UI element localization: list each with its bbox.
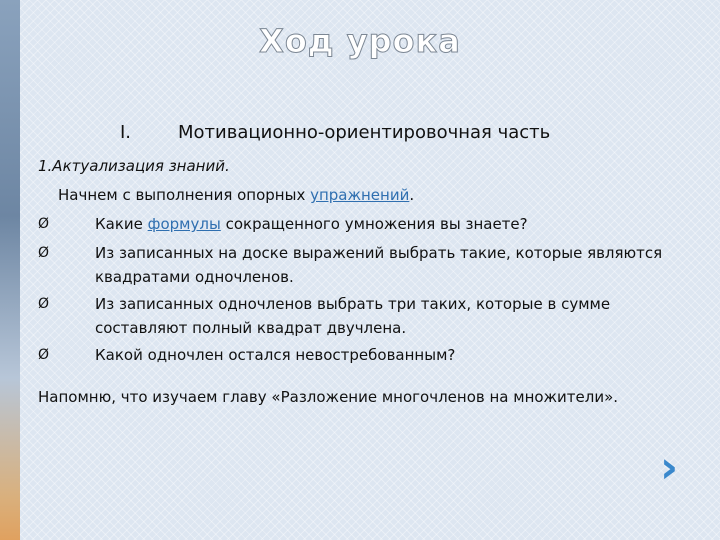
arrow-bullet-icon: Ø [38, 245, 50, 261]
next-slide-arrow-icon[interactable]: › [660, 442, 679, 493]
arrow-bullet-icon: Ø [38, 296, 50, 312]
slide-title: Ход урока [259, 22, 461, 60]
list-item [38, 241, 678, 289]
exercises-link[interactable]: упражнений [310, 186, 410, 204]
list-item [38, 212, 678, 236]
list-item [38, 343, 678, 367]
section-heading [120, 122, 550, 143]
bullet-3-text: Из записанных одночленов выбрать три таких, которые в сумме составляют полный квадрат двучлена. [95, 295, 611, 337]
section-number: I. [120, 122, 132, 143]
arrow-bullet-icon: Ø [38, 216, 50, 232]
formulas-link[interactable]: формулы [147, 215, 221, 233]
bullet-1-after: сокращенного умножения вы знаете? [220, 215, 528, 233]
section-title: Мотивационно-ориентировочная часть [178, 122, 551, 143]
list-item [38, 292, 678, 340]
bullet-1-before: Какие [95, 215, 148, 233]
bullet-4-text: Какой одночлен остался невостребованным? [95, 346, 456, 364]
subheading: 1.Актуализация знаний. [38, 157, 230, 175]
bullet-2-text: Из записанных на доске выражений выбрать такие, которые являются квадратами одночленов. [95, 244, 663, 286]
intro-text [58, 186, 414, 204]
intro-after: . [409, 186, 415, 204]
intro-before: Начнем с выполнения опорных [58, 186, 311, 204]
arrow-bullet-icon: Ø [38, 347, 50, 363]
question-list [38, 212, 678, 367]
reminder-text: Напомню, что изучаем главу «Разложение многочленов на множители». [38, 388, 619, 406]
left-accent-bar [0, 0, 20, 540]
